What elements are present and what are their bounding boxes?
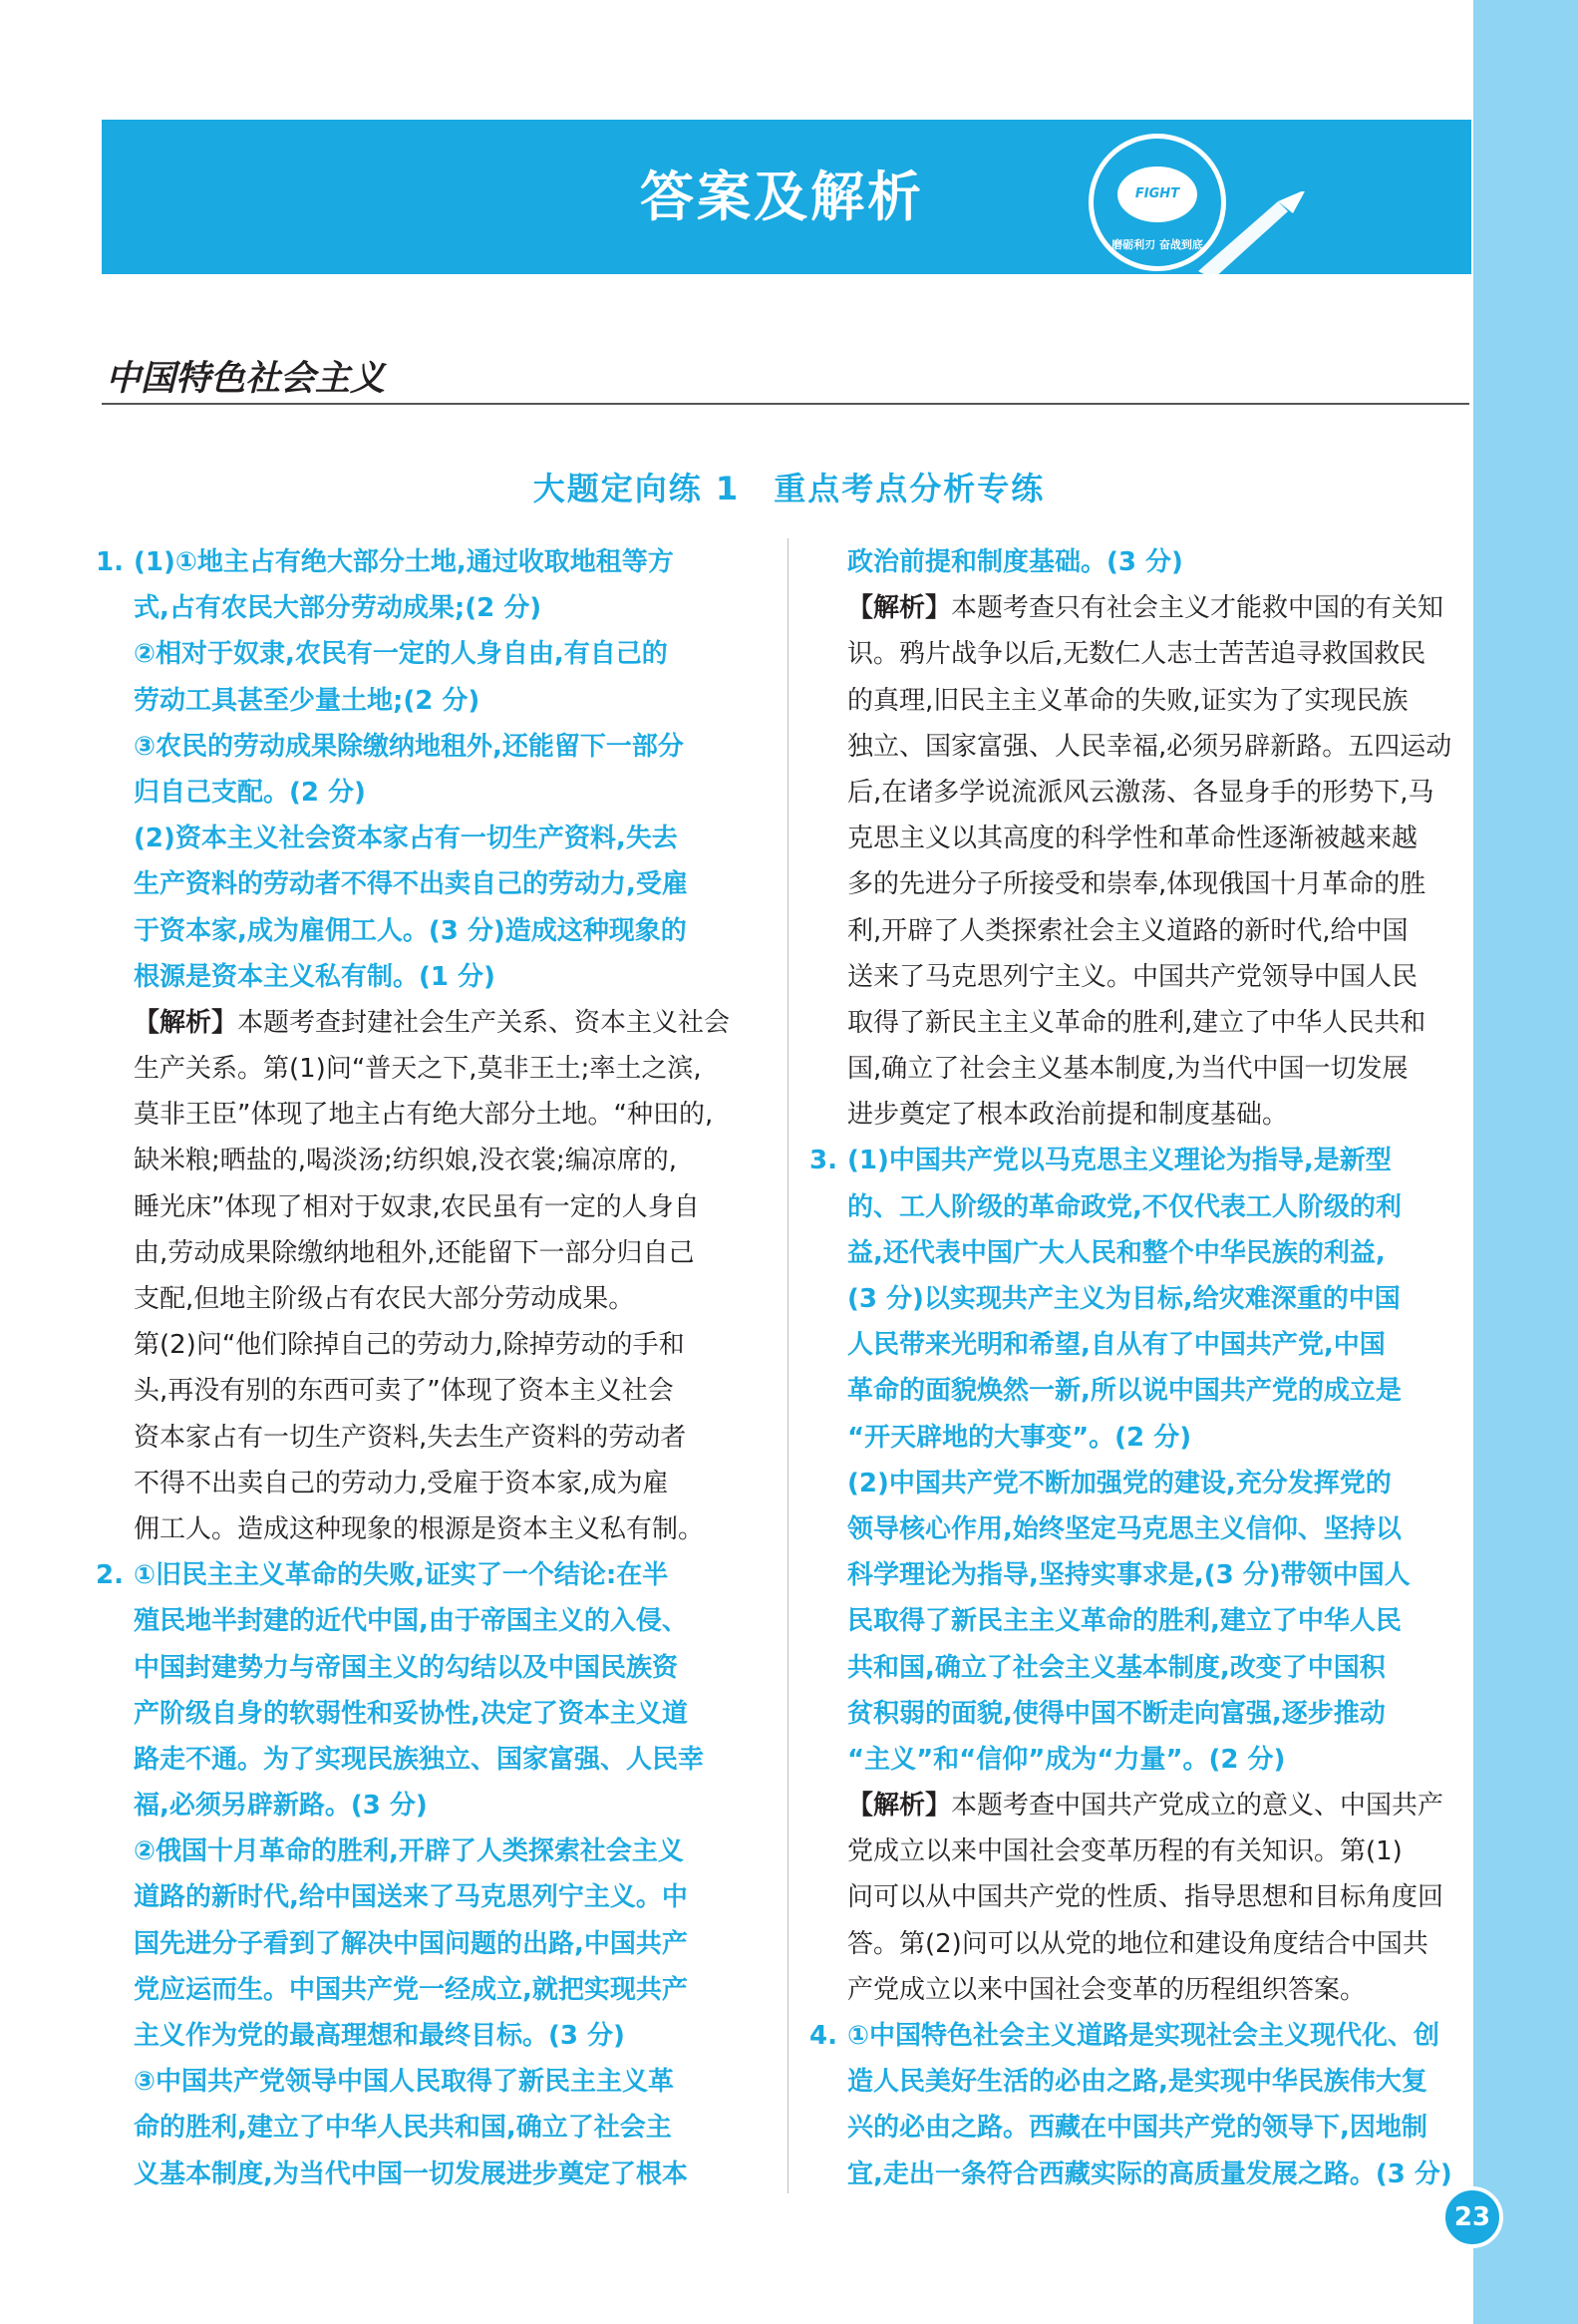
answer-line bbox=[96, 2152, 762, 2197]
answer-line bbox=[809, 539, 1471, 585]
badge-text: FIGHT bbox=[1117, 166, 1197, 222]
line-text: 送来了马克思列宁主义。中国共产党领导中国人民 bbox=[847, 961, 1419, 992]
answer-line bbox=[809, 1184, 1471, 1230]
line-text: 兴的必由之路。西藏在中国共产党的领导下,因地制 bbox=[847, 2113, 1427, 2144]
line-text: 宜,走出一条符合西藏实际的高质量发展之路。(3 分) bbox=[847, 2158, 1452, 2189]
answer-line bbox=[96, 1874, 762, 1920]
answer-line bbox=[809, 724, 1471, 770]
line-text: 资本家占有一切生产资料,失去生产资料的劳动者 bbox=[134, 1422, 687, 1453]
line-text: 科学理论为指导,坚持实事求是,(3 分)带领中国人 bbox=[847, 1560, 1411, 1591]
line-text: 利,开辟了人类探索社会主义道路的新时代,给中国 bbox=[847, 915, 1409, 946]
question-number: 4. bbox=[809, 2021, 837, 2051]
line-text: 造人民美好生活的必由之路,是实现中华民族伟大复 bbox=[847, 2067, 1427, 2098]
side-strip bbox=[1473, 0, 1578, 2324]
answer-line bbox=[96, 1552, 762, 1598]
line-text: 劳动工具甚至少量土地;(2 分) bbox=[134, 685, 480, 716]
answer-line bbox=[809, 1415, 1471, 1461]
line-text: (3 分)以实现共产主义为目标,给灾难深重的中国 bbox=[847, 1284, 1401, 1314]
page-number: 23 bbox=[1441, 2186, 1503, 2248]
answer-line bbox=[809, 678, 1471, 724]
answer-line bbox=[96, 678, 762, 724]
line-text: ①中国特色社会主义道路是实现社会主义现代化、创 bbox=[847, 2021, 1440, 2051]
line-text: 进步奠定了根本政治前提和制度基础。 bbox=[847, 1100, 1289, 1131]
line-text: 取得了新民主主义革命的胜利,建立了中华人民共和 bbox=[847, 1007, 1426, 1038]
line-text: ②俄国十月革命的胜利,开辟了人类探索社会主义 bbox=[134, 1836, 684, 1867]
line-text: 支配,但地主阶级占有农民大部分劳动成果。 bbox=[134, 1284, 635, 1314]
line-text: 命的胜利,建立了中华人民共和国,确立了社会主 bbox=[134, 2113, 672, 2144]
line-text: 政治前提和制度基础。(3 分) bbox=[847, 547, 1183, 577]
analysis-label: 【解析】 bbox=[847, 593, 952, 624]
section-title: 中国特色社会主义 bbox=[106, 359, 386, 399]
answer-line bbox=[809, 1828, 1471, 1874]
answer-line bbox=[809, 908, 1471, 954]
line-text: 后,在诸多学说流派风云激荡、各显身手的形势下,马 bbox=[847, 777, 1434, 808]
answer-line bbox=[809, 1598, 1471, 1644]
column-divider bbox=[788, 538, 789, 2193]
answer-line bbox=[809, 1138, 1471, 1183]
line-text: 殖民地半封建的近代中国,由于帝国主义的入侵、 bbox=[134, 1606, 688, 1637]
line-text: 克思主义以其高度的科学性和革命性逐渐被越来越 bbox=[847, 824, 1419, 854]
line-text: 莫非王臣”体现了地主占有绝大部分土地。“种田的, bbox=[134, 1100, 714, 1131]
answer-line bbox=[809, 631, 1471, 677]
line-text: 生产关系。第(1)问“普天之下,莫非王土;率土之滨, bbox=[134, 1054, 702, 1085]
answer-line bbox=[96, 2105, 762, 2151]
answer-line bbox=[809, 1783, 1471, 1828]
answer-line bbox=[809, 1276, 1471, 1322]
line-text: 路走不通。为了实现民族独立、国家富强、人民幸 bbox=[134, 1744, 705, 1775]
answer-line bbox=[809, 1967, 1471, 2013]
answer-line bbox=[96, 1230, 762, 1276]
line-text: ③农民的劳动成果除缴纳地租外,还能留下一部分 bbox=[134, 731, 684, 762]
answer-line bbox=[96, 1092, 762, 1138]
line-text: 贫积弱的面貌,使得中国不断走向富强,逐步推动 bbox=[847, 1698, 1386, 1729]
line-text: (1)①地主占有绝大部分土地,通过收取地租等方 bbox=[134, 547, 674, 577]
answer-line bbox=[96, 1598, 762, 1644]
left-column bbox=[96, 539, 762, 2197]
line-text: 答。第(2)问可以从党的地位和建设角度结合中国共 bbox=[847, 1928, 1428, 1959]
line-text: (2)中国共产党不断加强党的建设,充分发挥党的 bbox=[847, 1468, 1392, 1498]
line-text: 道路的新时代,给中国送来了马克思列宁主义。中 bbox=[134, 1882, 688, 1913]
line-text: “开天辟地的大事变”。(2 分) bbox=[847, 1422, 1192, 1453]
line-text: 不得不出卖自己的劳动力,受雇于资本家,成为雇 bbox=[134, 1468, 669, 1498]
answer-line bbox=[809, 1645, 1471, 1691]
badge-slogan: 磨砺利刃 奋战到底 bbox=[1111, 238, 1203, 251]
answer-line bbox=[809, 1322, 1471, 1368]
line-text: 根源是资本主义私有制。(1 分) bbox=[134, 961, 495, 992]
answer-line bbox=[96, 1783, 762, 1828]
answer-line bbox=[809, 1921, 1471, 1967]
answer-line bbox=[96, 1184, 762, 1230]
answer-line bbox=[96, 724, 762, 770]
answer-line bbox=[809, 1874, 1471, 1920]
line-text: 第(2)问“他们除掉自己的劳动力,除掉劳动的手和 bbox=[134, 1330, 685, 1361]
answer-line bbox=[96, 816, 762, 861]
answer-line bbox=[96, 1921, 762, 1967]
answer-line bbox=[96, 861, 762, 907]
answer-line bbox=[809, 2059, 1471, 2105]
answer-line bbox=[96, 631, 762, 677]
line-text: 问可以从中国共产党的性质、指导思想和目标角度回 bbox=[847, 1882, 1444, 1913]
line-text: 本题考查中国共产党成立的意义、中国共产 bbox=[951, 1791, 1444, 1822]
line-text: 的、工人阶级的革命政党,不仅代表工人阶级的利 bbox=[847, 1191, 1402, 1222]
line-text: (1)中国共产党以马克思主义理论为指导,是新型 bbox=[847, 1146, 1392, 1176]
answer-line bbox=[96, 954, 762, 1000]
line-text: 国先进分子看到了解决中国问题的出路,中国共产 bbox=[134, 1928, 688, 1959]
line-text: 福,必须另辟新路。(3 分) bbox=[134, 1791, 428, 1822]
answer-line bbox=[96, 1691, 762, 1737]
answer-line bbox=[809, 2013, 1471, 2059]
answer-line bbox=[809, 1691, 1471, 1737]
answer-line bbox=[96, 2013, 762, 2059]
answer-line bbox=[809, 2152, 1471, 2197]
line-text: ②相对于奴隶,农民有一定的人身自由,有自己的 bbox=[134, 639, 668, 670]
line-text: 本题考查只有社会主义才能救中国的有关知 bbox=[951, 593, 1444, 624]
line-text: 主义作为党的最高理想和最终目标。(3 分) bbox=[134, 2021, 625, 2051]
answer-line bbox=[809, 1461, 1471, 1506]
answer-line bbox=[809, 1506, 1471, 1552]
line-text: 人民带来光明和希望,自从有了中国共产党,中国 bbox=[847, 1330, 1386, 1361]
line-text: 益,还代表中国广大人民和整个中华民族的利益, bbox=[847, 1237, 1386, 1268]
answer-line bbox=[96, 770, 762, 816]
answer-line bbox=[809, 1737, 1471, 1783]
answer-line bbox=[96, 585, 762, 631]
answer-line bbox=[809, 816, 1471, 861]
answer-line bbox=[96, 1645, 762, 1691]
answer-line bbox=[809, 1046, 1471, 1092]
answer-line bbox=[96, 1967, 762, 2013]
line-text: 产党成立以来中国社会变革的历程组织答案。 bbox=[847, 1974, 1367, 2005]
line-text: 革命的面貌焕然一新,所以说中国共产党的成立是 bbox=[847, 1376, 1402, 1407]
answer-line bbox=[96, 1000, 762, 1046]
page-title: 答案及解析 bbox=[640, 165, 924, 228]
line-text: “主义”和“信仰”成为“力量”。(2 分) bbox=[847, 1744, 1286, 1775]
header-banner bbox=[102, 120, 1471, 274]
answer-line bbox=[809, 1368, 1471, 1414]
answer-line bbox=[809, 2105, 1471, 2151]
answer-line bbox=[809, 1552, 1471, 1598]
answer-line bbox=[96, 1737, 762, 1783]
line-text: 的真理,旧民主主义革命的失败,证实为了实现民族 bbox=[847, 685, 1409, 716]
answer-line bbox=[96, 1138, 762, 1183]
answer-line bbox=[809, 1000, 1471, 1046]
answer-line bbox=[96, 908, 762, 954]
line-text: 产阶级自身的软弱性和妥协性,决定了资本主义道 bbox=[134, 1698, 688, 1729]
line-text: 头,再没有别的东西可卖了”体现了资本主义社会 bbox=[134, 1376, 674, 1407]
answer-line bbox=[96, 1276, 762, 1322]
sub-title: 大题定向练 1 重点考点分析专练 bbox=[532, 470, 1046, 507]
line-text: 党成立以来中国社会变革历程的有关知识。第(1) bbox=[847, 1836, 1403, 1867]
right-column bbox=[809, 539, 1471, 2197]
line-text: ①旧民主主义革命的失败,证实了一个结论:在半 bbox=[134, 1560, 669, 1591]
line-text: 生产资料的劳动者不得不出卖自己的劳动力,受雇 bbox=[134, 869, 688, 900]
answer-line bbox=[809, 1092, 1471, 1138]
answer-line bbox=[96, 1368, 762, 1414]
line-text: 国,确立了社会主义基本制度,为当代中国一切发展 bbox=[847, 1054, 1409, 1085]
answer-line bbox=[809, 1230, 1471, 1276]
line-text: 民取得了新民主主义革命的胜利,建立了中华人民 bbox=[847, 1606, 1402, 1637]
line-text: 义基本制度,为当代中国一切发展进步奠定了根本 bbox=[134, 2158, 688, 2189]
answer-line bbox=[96, 1828, 762, 1874]
line-text: 党应运而生。中国共产党一经成立,就把实现共产 bbox=[134, 1974, 688, 2005]
question-number: 1. bbox=[96, 547, 124, 577]
line-text: 识。鸦片战争以后,无数仁人志士苦苦追寻救国救民 bbox=[847, 639, 1426, 670]
line-text: 中国封建势力与帝国主义的勾结以及中国民族资 bbox=[134, 1652, 679, 1683]
question-number: 3. bbox=[809, 1146, 837, 1176]
answer-line bbox=[96, 539, 762, 585]
question-number: 2. bbox=[96, 1560, 124, 1591]
analysis-label: 【解析】 bbox=[847, 1791, 952, 1822]
answer-line bbox=[96, 1461, 762, 1506]
line-text: (2)资本主义社会资本家占有一切生产资料,失去 bbox=[134, 824, 678, 854]
answer-line bbox=[96, 1506, 762, 1552]
line-text: 多的先进分子所接受和崇奉,体现俄国十月革命的胜 bbox=[847, 869, 1426, 900]
line-text: 佣工人。造成这种现象的根源是资本主义私有制。 bbox=[134, 1513, 705, 1544]
line-text: ③中国共产党领导中国人民取得了新民主主义革 bbox=[134, 2067, 675, 2098]
line-text: 缺米粮;晒盐的,喝淡汤;纺织娘,没衣裳;编凉席的, bbox=[134, 1146, 678, 1176]
line-text: 共和国,确立了社会主义基本制度,改变了中国积 bbox=[847, 1652, 1386, 1683]
line-text: 独立、国家富强、人民幸福,必须另辟新路。五四运动 bbox=[847, 731, 1452, 762]
answer-line bbox=[809, 861, 1471, 907]
line-text: 式,占有农民大部分劳动成果;(2 分) bbox=[134, 593, 542, 624]
line-text: 归自己支配。(2 分) bbox=[134, 777, 366, 808]
line-text: 于资本家,成为雇佣工人。(3 分)造成这种现象的 bbox=[134, 915, 687, 946]
answer-line bbox=[96, 1322, 762, 1368]
line-text: 睡光床”体现了相对于奴隶,农民虽有一定的人身自 bbox=[134, 1191, 700, 1222]
answer-line bbox=[96, 1415, 762, 1461]
line-text: 领导核心作用,始终坚定马克思主义信仰、坚持以 bbox=[847, 1513, 1402, 1544]
answer-line bbox=[96, 1046, 762, 1092]
answer-line bbox=[809, 954, 1471, 1000]
line-text: 由,劳动成果除缴纳地租外,还能留下一部分归自己 bbox=[134, 1237, 695, 1268]
answer-line bbox=[809, 770, 1471, 816]
answer-line bbox=[96, 2059, 762, 2105]
answer-line bbox=[809, 585, 1471, 631]
section-divider bbox=[102, 403, 1469, 405]
analysis-label: 【解析】 bbox=[134, 1007, 238, 1038]
pen-icon bbox=[1188, 191, 1308, 281]
line-text: 本题考查封建社会生产关系、资本主义社会 bbox=[237, 1007, 731, 1038]
